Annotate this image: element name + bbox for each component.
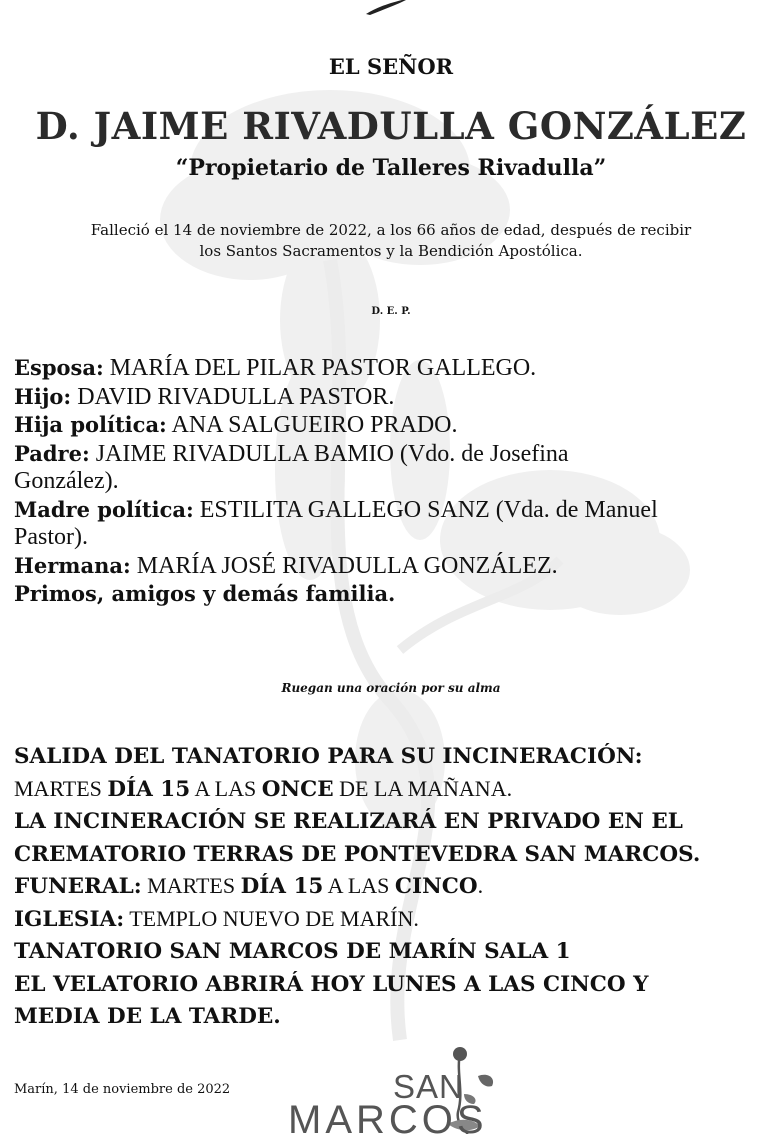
- place-date: Marín, 14 de noviembre de 2022: [14, 1082, 231, 1097]
- hermana-label: Hermana:: [14, 552, 131, 578]
- padre-value-line-1: JAIME RIVADULLA BAMIO (Vdo. de Josefina: [89, 440, 569, 467]
- hija-politica-value: ANA SALGUEIRO PRADO.: [166, 412, 458, 438]
- family-madre-politica-cont: Pastor).: [14, 524, 88, 550]
- funeral-time: CINCO: [394, 874, 478, 899]
- iglesia-value: TEMPLO NUEVO DE MARÍN.: [124, 905, 419, 931]
- padre-label: Padre:: [14, 440, 90, 466]
- madre-politica-label: Madre política:: [14, 496, 194, 522]
- family-hermana: [14, 552, 782, 581]
- dep-text: D. E. P.: [371, 306, 411, 317]
- logo-san-text: SAN: [393, 1068, 464, 1105]
- title-el-senor: EL SEÑOR: [328, 54, 454, 79]
- incineracion-text-2: CREMATORIO TERRAS DE PONTEVEDRA SAN MARCOS.: [14, 841, 701, 867]
- salida-day: DÍA 15: [107, 776, 191, 802]
- incineracion-line-2: [14, 838, 782, 871]
- family-hijo: [14, 383, 782, 412]
- death-notice-line-1: Falleció el 14 de noviembre de 2022, a los 66 años de edad, después de recibir: [90, 221, 692, 239]
- velatorio-text-1: EL VELATORIO ABRIRÁ HOY LUNES A LAS CINCO Y: [14, 971, 649, 997]
- funeral-day: DÍA 15: [240, 874, 324, 899]
- funeral-p1: MARTES: [141, 873, 241, 898]
- family-hija-politica: [14, 411, 782, 440]
- others-text: Primos, amigos y demás familia.: [14, 581, 396, 606]
- esposa-value: MARÍA DEL PILAR PASTOR GALLEGO.: [103, 355, 537, 381]
- logo-marcos-text: MARCOS: [288, 1098, 488, 1142]
- death-notice-line-2: los Santos Sacramentos y la Bendición Apostólica.: [199, 242, 583, 260]
- funeral-p2: A LAS: [323, 873, 395, 898]
- madre-politica-value-line-1: ESTILITA GALLEGO SANZ (Vda. de Manuel: [193, 496, 658, 523]
- hijo-label: Hijo:: [14, 383, 72, 409]
- san-marcos-logo: [288, 1042, 508, 1142]
- velatorio-text-2: MEDIA DE LA TARDE.: [14, 1004, 281, 1029]
- hijo-value: DAVID RIVADULLA PASTOR.: [71, 383, 395, 410]
- family-padre-cont: González).: [14, 468, 119, 494]
- salida-details: [14, 773, 782, 806]
- hermana-value: MARÍA JOSÉ RIVADULLA GONZÁLEZ.: [130, 552, 558, 579]
- family-esposa: [14, 354, 782, 383]
- family-list: [14, 354, 782, 609]
- family-others: [14, 580, 782, 609]
- velatorio-line-1: [14, 968, 782, 1001]
- incineracion-text-1: LA INCINERACIÓN SE REALIZARÁ EN PRIVADO EN EL: [14, 809, 683, 834]
- iglesia-label: IGLESIA:: [14, 906, 125, 932]
- family-madre-politica: [14, 496, 782, 525]
- prayer-request: Ruegan una oración por su alma: [281, 681, 501, 695]
- funeral-line: [14, 870, 782, 903]
- tanatorio-text: TANATORIO SAN MARCOS DE MARÍN SALA 1: [14, 939, 571, 964]
- funeral-p3: .: [477, 873, 484, 898]
- salida-p2: A LAS: [190, 775, 262, 801]
- velatorio-line-2: [14, 1000, 782, 1033]
- deceased-subtitle: “Propietario de Talleres Rivadulla”: [175, 155, 607, 181]
- salida-p1: MARTES: [14, 775, 108, 801]
- iglesia-line: [14, 903, 782, 936]
- salida-time: ONCE: [261, 776, 334, 802]
- events-list: [14, 740, 782, 1033]
- tanatorio-line: [14, 935, 782, 968]
- family-padre: [14, 440, 782, 469]
- salida-p3: DE LA MAÑANA.: [333, 775, 513, 801]
- incineracion-line-1: [14, 805, 782, 838]
- deceased-name: D. JAIME RIVADULLA GONZÁLEZ: [35, 104, 747, 148]
- esposa-label: Esposa:: [14, 355, 104, 380]
- salida-heading-text: SALIDA DEL TANATORIO PARA SU INCINERACIÓN:: [14, 744, 643, 769]
- death-notice: [40, 220, 742, 262]
- hija-politica-label: Hija política:: [14, 412, 167, 437]
- salida-heading: [14, 740, 782, 773]
- funeral-label: FUNERAL:: [14, 874, 142, 899]
